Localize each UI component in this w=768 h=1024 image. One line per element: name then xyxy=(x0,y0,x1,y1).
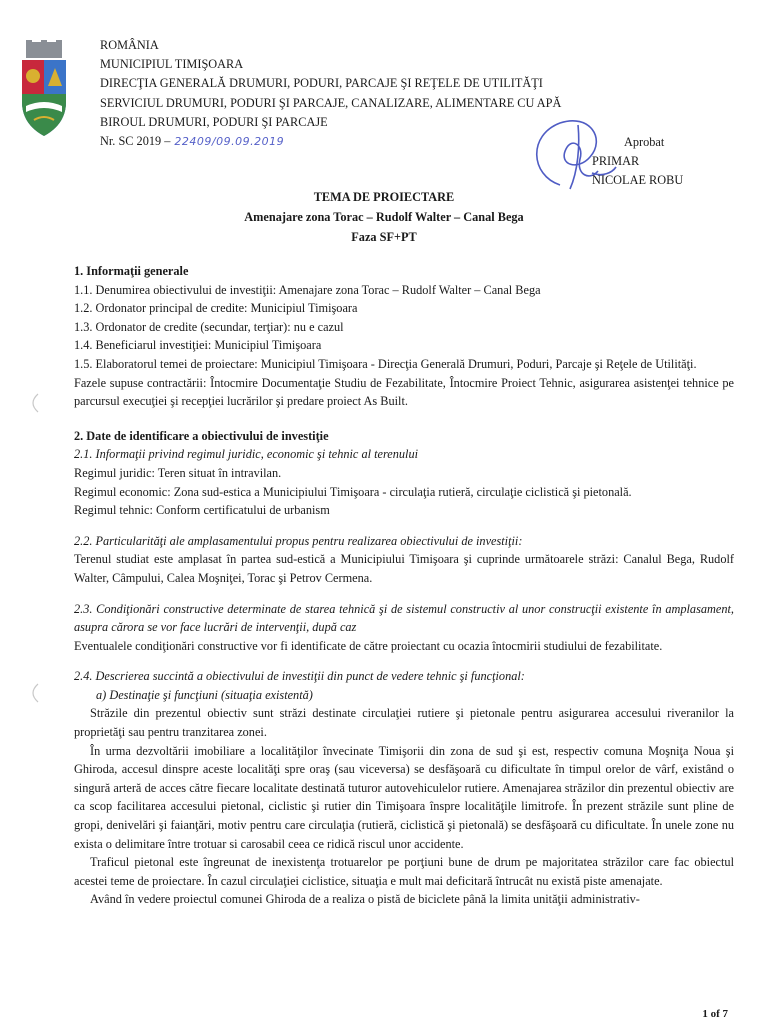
document-body xyxy=(74,262,734,909)
header-office: BIROUL DRUMURI, PODURI ŞI PARCAJE xyxy=(100,114,328,129)
section-2-2-title: 2.2. Particularităţi ale amplasamentului propus pentru realizarea obiectivului de investiţii: xyxy=(74,533,523,548)
header-country: ROMÂNIA xyxy=(100,38,159,52)
section-2-heading: 2. Date de identificare a obiectivului de investiţie xyxy=(74,428,329,443)
registration-number xyxy=(100,132,561,151)
section-1-item-4: 1.4. Beneficiarul investiţiei: Municipiul Timişoara xyxy=(74,338,322,353)
header-directorate: DIRECŢIA GENERALĂ DRUMURI, PODURI, PARCAJE ŞI REŢELE DE UTILITĂŢI xyxy=(100,76,543,91)
section-2-4-title: 2.4. Descrierea succintă a obiectivului de investiţii din punct de vedere tehnic şi funcţional: xyxy=(74,669,525,684)
title-block xyxy=(0,187,768,247)
body-paragraph: Având în vedere proiectul comunei Ghiroda de a realiza o pistă de biciclete până la limita unităţii administrativ- xyxy=(90,892,640,907)
section-1-item-5: 1.5. Elaboratorul temei de proiectare: Municipiul Timişoara - Direcţia Generală Drumuri, Poduri, Parcaje şi Reţele de Utilităţi. xyxy=(74,356,697,371)
header-service: SERVICIUL DRUMURI, PODURI ŞI PARCAJE, CANALIZARE, ALIMENTARE CU APĂ xyxy=(100,95,562,110)
body-paragraph: Străzile din prezentul obiectiv sunt străzi destinate circulaţiei rutiere şi pietonale pentru asigurarea accesului riveranilor la proprietăţi sau pentru tranzitarea zonei. xyxy=(74,706,734,740)
section-1-item-3: 1.3. Ordonator de credite (secundar, terţiar): nu e cazul xyxy=(74,319,344,334)
section-2-4-subheading-a: a) Destinaţie şi funcţiuni (situaţia existentă) xyxy=(96,687,313,702)
header-municipality: MUNICIPIUL TIMIŞOARA xyxy=(100,57,244,72)
section-2-2-text: Terenul studiat este amplasat în partea sud-estică a Municipiului Timişoara şi cuprinde următoarele străzi: Canalul Bega, Rudolf Walter, Câmpului, Calea Moşniţei, Torac şi Petrov Cermena. xyxy=(74,552,734,585)
section-2-3-text: Eventualele condiţionări constructive vor fi identificate de către proiectant cu ocazia întocmirii studiului de fezabilitate. xyxy=(74,638,663,653)
section-1-item-1: 1.1. Denumirea obiectivului de investiţii: Amenajare zona Torac – Rudolf Walter – Canal Bega xyxy=(74,282,541,297)
punch-hole-icon xyxy=(26,682,40,704)
section-2-3-title: 2.3. Condiţionări constructive determinate de starea tehnică şi de sistemul constructiv al unor construcţii existente în amplasament, asupra cărora se vor face lucrări de intervenţii, după caz xyxy=(74,601,734,635)
body-paragraph: Traficul pietonal este îngreunat de inexistenţa trotuarelor pe porţiuni bune de drum pe majoritatea străzilor care fac obiectul acestei teme de proiectare. În cazul circulaţiei ciclistice, situaţia e mult mai deficitară întrucât nu există piste amenajate. xyxy=(74,855,734,888)
technical-regime: Regimul tehnic: Conform certificatului de urbanism xyxy=(74,503,330,518)
approval-block xyxy=(592,133,683,190)
coat-of-arms-icon xyxy=(20,40,68,140)
section-1-heading: 1. Informaţii generale xyxy=(74,264,189,278)
project-title: Amenajare zona Torac – Rudolf Walter – Canal Bega xyxy=(244,210,524,224)
approval-role: PRIMAR xyxy=(592,154,640,168)
project-phase: Faza SF+PT xyxy=(351,230,417,244)
section-1-item-2: 1.2. Ordonator principal de credite: Municipiul Timişoara xyxy=(74,301,358,316)
legal-regime: Regimul juridic: Teren situat în intravilan. xyxy=(74,465,282,480)
header-block xyxy=(100,36,561,151)
body-paragraph: În urma dezvoltării imobiliare a localităţilor învecinate Timişorii din zona de sud şi est, respectiv comuna Moşniţa Noua şi Ghiroda, accesul dinspre aceste localităţi spre oraş (sau viceversa) se desfăşoară cu dificultate în timpul orelor de vârf, existând o singură arteră de acces către fiecare localitate destinată tuturor autovehiculelor rutiere. Amenajarea străzilor din prezentul obiectiv are ca scop facilitarea accesului pietonal, ciclistic şi rutier din Timişoara înspre localităţile limitrofe. În prezent străzile sunt pline de gropi, denivelări şi faianţări, motiv pentru care circulaţia (rutieră, ciclistică şi pietonală) se desfăşoară cu dificultate. În unele zone nu exista o delimitare între trotuar si carosabil ceea ce ridică riscul unor accidente. xyxy=(74,743,734,851)
registration-number-handwritten: 22409/09.09.2019 xyxy=(174,135,285,149)
economic-regime: Regimul economic: Zona sud-estica a Municipiului Timişoara - circulaţia rutieră, circulaţie ciclistică şi pietonală. xyxy=(74,484,632,499)
page-number: 1 of 7 xyxy=(702,1008,728,1020)
contracted-phases: Fazele supuse contractării: Întocmire Documentaţie Studiu de Fezabilitate, Întocmire Proiect Tehnic, asigurarea asistenţei tehnice pe parcursul execuţiei şi recepţiei lucrărilor şi predare proiect As Built. xyxy=(74,375,734,409)
document-title: TEMA DE PROIECTARE xyxy=(313,190,455,204)
approval-name: NICOLAE ROBU xyxy=(592,173,684,187)
section-2-1-title: 2.1. Informaţii privind regimul juridic, economic şi tehnic al terenului xyxy=(74,447,419,462)
approval-label: Aprobat xyxy=(624,135,665,149)
punch-hole-icon xyxy=(26,392,40,414)
registration-number-prefix: Nr. SC 2019 – xyxy=(100,134,171,149)
